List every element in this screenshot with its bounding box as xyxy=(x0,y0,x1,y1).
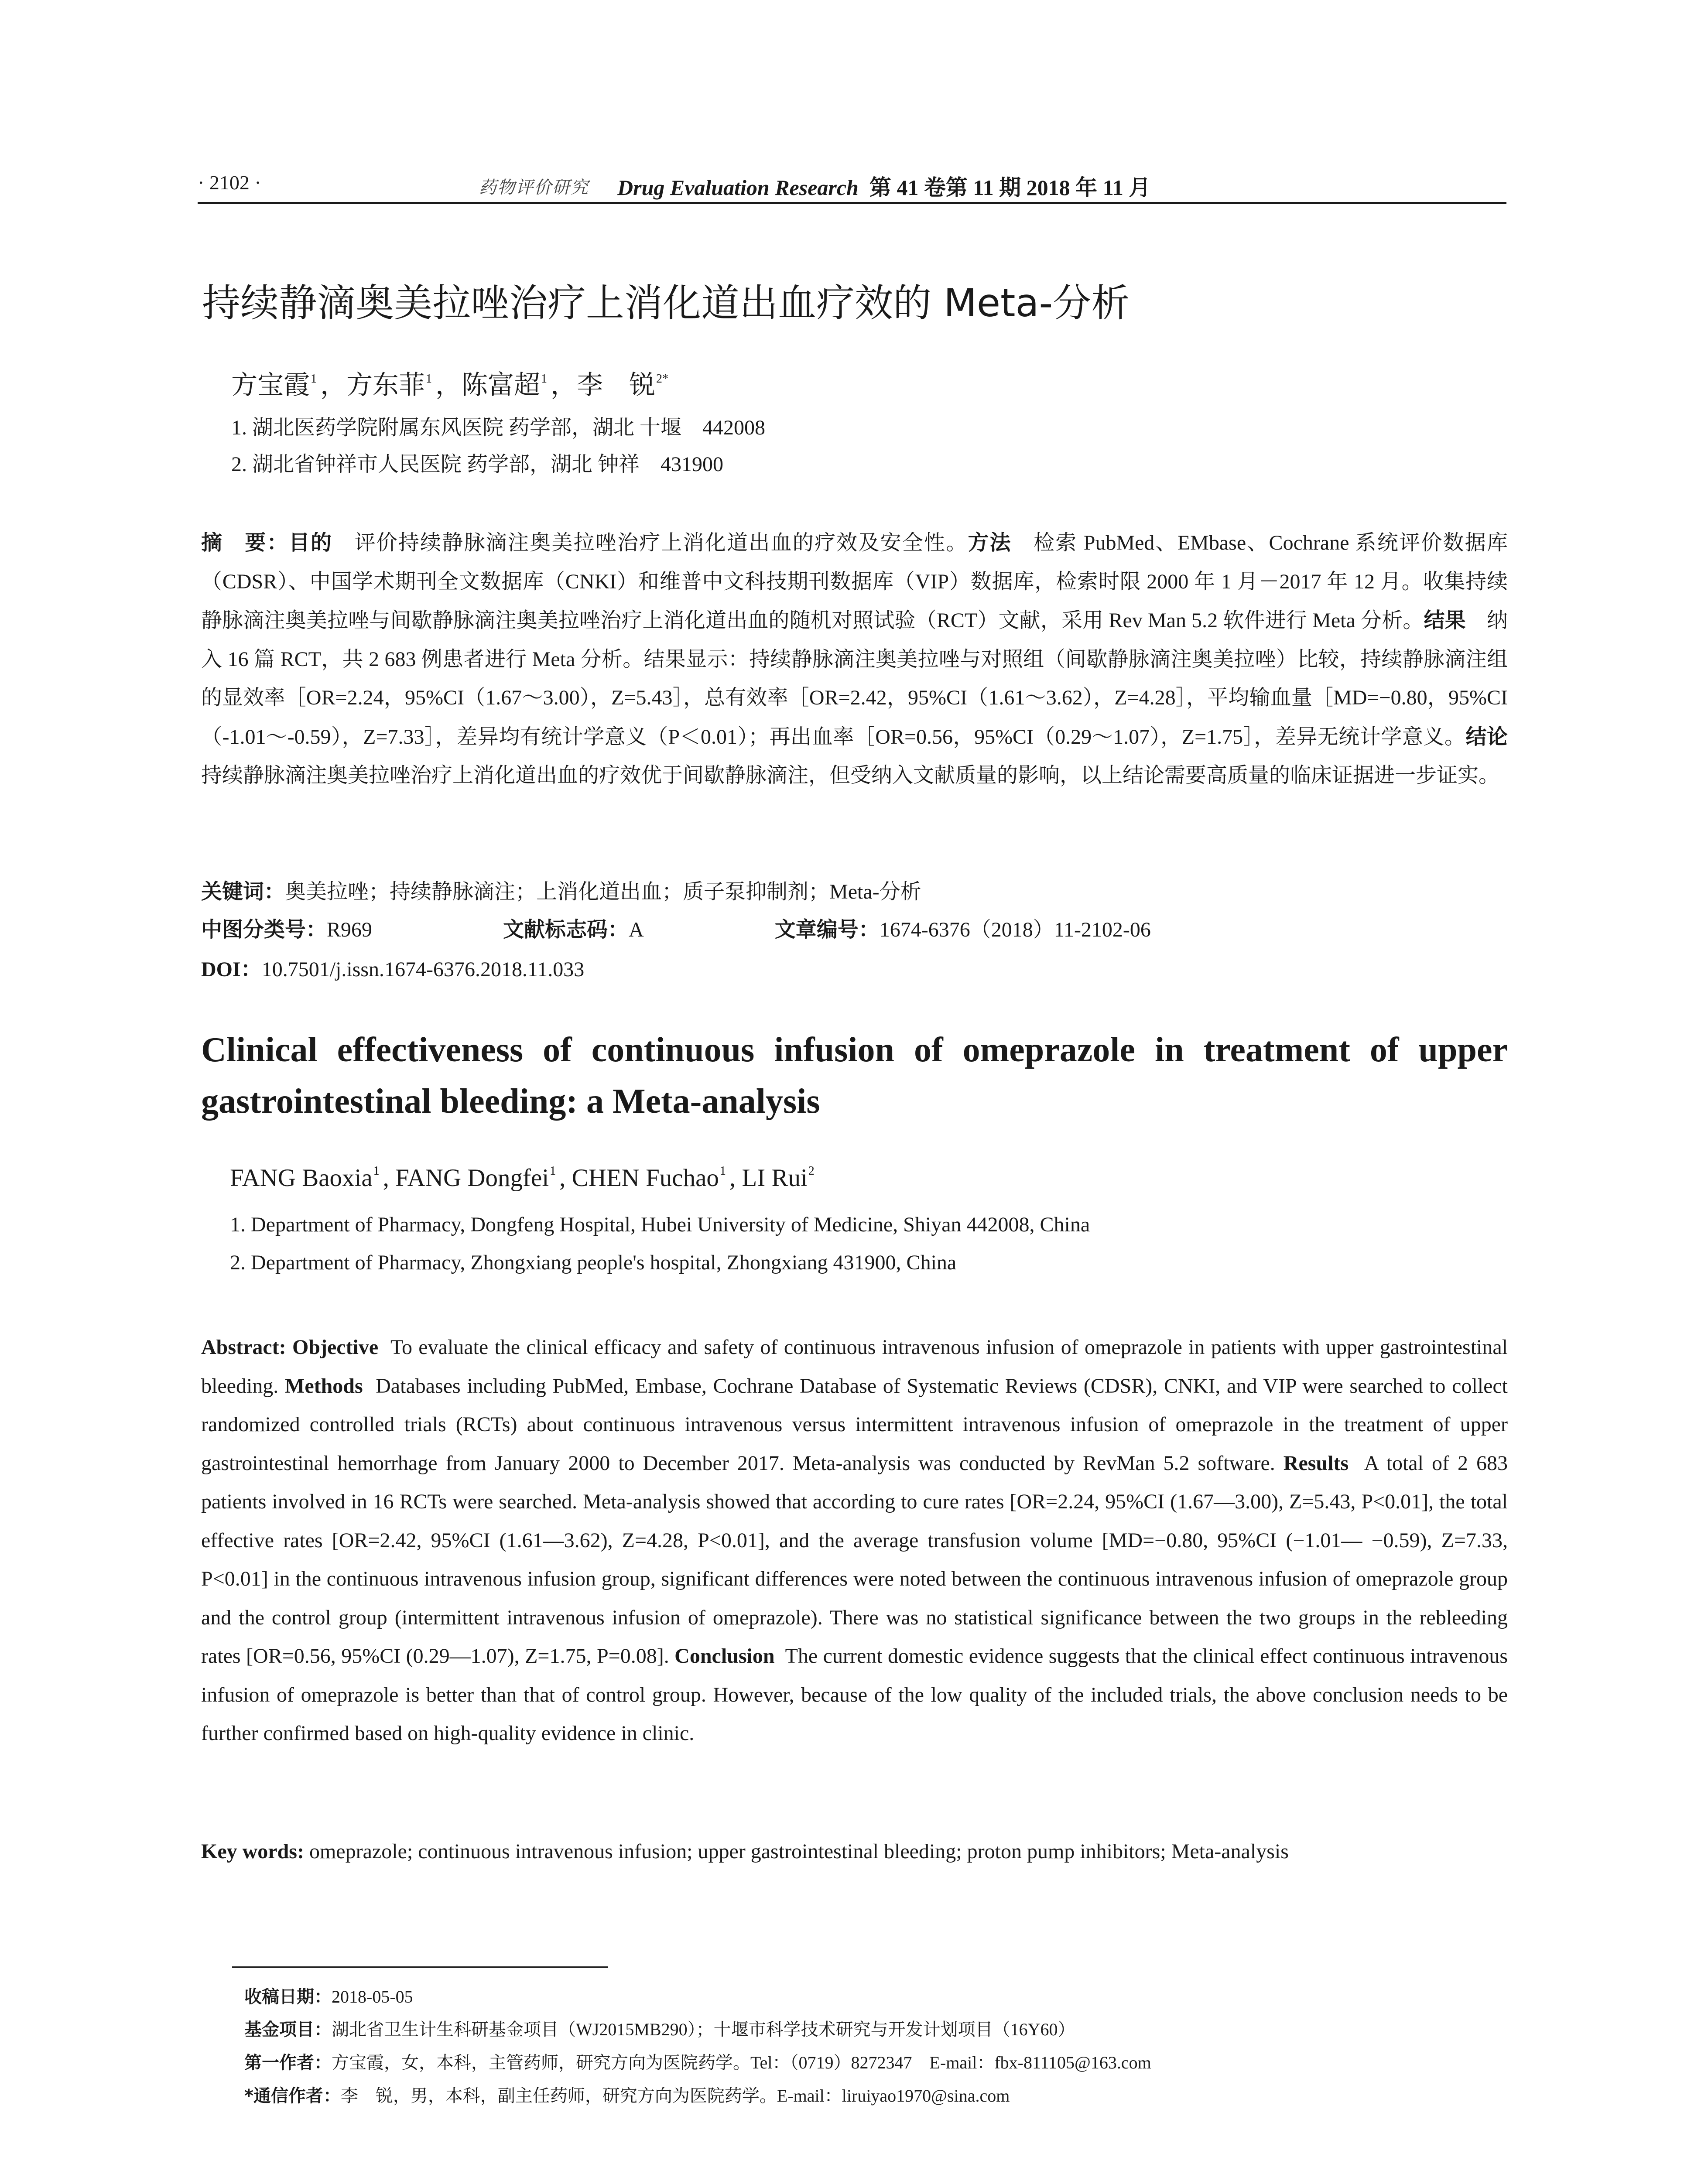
footnote-text: 2018-05-05 xyxy=(332,1987,413,2007)
methods-text: 检索 PubMed、EMbase、Cochrane 系统评价数据库（CDSR）、中国学术期刊全文数据库（CNKI）和维普中文科技期刊数据库（VIP）数据库，检索时限 2000 年 1 月－2017 年 12 月。收集持续静脉滴注奥美拉唑与间歇静脉滴注奥美拉唑治疗上消化道出血的随机对照试验（RCT）文献，采用 Rev Man 5.2 软件进行 Meta 分析。 xyxy=(201,531,1508,632)
results-label: Results xyxy=(1283,1451,1349,1475)
doi-value: 10.7501/j.issn.1674-6376.2018.11.033 xyxy=(261,958,585,981)
author-name: FANG Baoxia xyxy=(230,1164,373,1192)
article-id-value: 1674-6376（2018）11-2102-06 xyxy=(879,918,1151,941)
footnote-text: 湖北省卫生计生科研基金项目（WJ2015MB290）；十堰市科学技术研究与开发计划项目（16Y60） xyxy=(332,2020,1075,2039)
author-affiliation-mark: 1 xyxy=(373,1164,380,1178)
footnote-funding xyxy=(244,2016,1075,2041)
chinese-keywords xyxy=(201,875,921,905)
conclusion-label: Conclusion xyxy=(674,1644,775,1668)
author-name: 方东菲 xyxy=(346,371,425,400)
objective-text: 评价持续静脉滴注奥美拉唑治疗上消化道出血的疗效及安全性。 xyxy=(354,531,968,554)
objective-label: 目的 xyxy=(288,530,333,555)
keywords-label: Key words: xyxy=(201,1840,304,1863)
keywords-text: omeprazole; continuous intravenous infusion; upper gastrointestinal bleeding; proton pump inhibitors; Meta-analysis xyxy=(309,1840,1289,1863)
author-name: CHEN Fuchao xyxy=(572,1164,719,1192)
footnote-text: 方宝霞，女，本科，主管药师，研究方向为医院药学。Tel：（0719）8272347 E-mail：fbx-811105@163.com xyxy=(332,2053,1151,2072)
english-keywords xyxy=(201,1839,1289,1863)
english-affiliation: 1. Department of Pharmacy, Dongfeng Hospital, Hubei University of Medicine, Shiyan 442008, China xyxy=(230,1213,1090,1236)
keywords-text: 奥美拉唑；持续静脉滴注；上消化道出血；质子泵抑制剂；Meta-分析 xyxy=(285,880,921,903)
author-name: FANG Dongfei xyxy=(395,1164,549,1192)
journal-name: Drug Evaluation Research xyxy=(617,175,859,200)
footnote-received xyxy=(244,1983,413,2008)
clc-label: 中图分类号： xyxy=(201,917,327,942)
doc-code-value: A xyxy=(629,918,644,941)
author-affiliation-mark: 2 xyxy=(808,1164,815,1178)
classification-line xyxy=(201,913,1282,943)
article-id-label: 文章编号： xyxy=(774,917,880,942)
methods-text: Databases including PubMed, Embase, Cochrane Database of Systematic Reviews (CDSR), CNKI, and VIP were searched to collect randomized controlled trials (RCTs) about continuous intravenous versus intermittent intravenous infusion of omeprazole in the treatment of upper gastrointestinal hemorrhage from January 2000 to December 2017. Meta-analysis was conducted by RevMan 5.2 software. xyxy=(201,1374,1508,1475)
author-name: 陈富超 xyxy=(462,371,540,400)
author-name: 李 锐 xyxy=(577,371,655,400)
methods-label: Methods xyxy=(285,1374,363,1398)
abstract-label: Abstract: xyxy=(201,1336,286,1359)
header-rule xyxy=(198,202,1506,204)
author-affiliation-mark: 1 xyxy=(541,372,547,386)
footnote-text: 李 锐，男，本科，副主任药师，研究方向为医院药学。E-mail：liruiyao1970@sina.com xyxy=(340,2086,1010,2106)
chinese-title: 持续静滴奥美拉唑治疗上消化道出血疗效的 Meta-分析 xyxy=(202,280,1130,325)
footnote-first-author xyxy=(244,2049,1151,2074)
journal-logo: 药物评价研究 xyxy=(479,178,589,197)
results-label: 结果 xyxy=(1424,608,1466,632)
doc-code-label: 文献标志码： xyxy=(503,917,629,942)
author-affiliation-mark: 1 xyxy=(311,372,317,386)
author-affiliation-mark: 1 xyxy=(550,1164,556,1178)
footnote-label: 基金项目： xyxy=(244,2020,332,2040)
footnote-rule xyxy=(232,1966,608,1968)
english-affiliation: 2. Department of Pharmacy, Zhongxiang people's hospital, Zhongxiang 431900, China xyxy=(230,1251,957,1274)
page-number: · 2102 · xyxy=(198,171,261,194)
english-authors: FANG Baoxia$^1$ , FANG Dongfei$^1$ , CHEN Fuchao$^1$ , LI Rui$^2$ xyxy=(230,1164,815,1192)
chinese-abstract xyxy=(201,523,1508,795)
author-name: 方宝霞 xyxy=(231,371,310,400)
english-title: Clinical effectiveness of continuous infusion of omeprazole in treatment of upper gastrointestinal bleeding: a Meta-analysis xyxy=(201,1031,1508,1121)
conclusion-label: 结论 xyxy=(1465,724,1508,749)
english-abstract xyxy=(201,1328,1508,1753)
keywords-label: 关键词： xyxy=(201,879,285,904)
methods-label: 方法 xyxy=(968,530,1012,555)
results-text: A total of 2 683 patients involved in 16 RCTs were searched. Meta-analysis showed that according to cure rates [OR=2.24, 95%CI (1.67—3.00), Z=5.43, P<0.01], the total effective rates [OR=2.42, 95%CI (1.61—3.62), Z=4.28, P<0.01], and the average transfusion volume [MD=−0.80, 95%CI (−1.01— −0.59), Z=7.33, P<0.01] in the continuous intravenous infusion group, significant differences were noted between the continuous intravenous infusion of omeprazole group and the control group (intermittent intravenous infusion of omeprazole). There was no statistical significance between the two groups in the rebleeding rates [OR=0.56, 95%CI (0.29—1.07), Z=1.75, P=0.08]. xyxy=(201,1451,1508,1668)
journal-issue: 第 41 卷第 11 期 2018 年 11 月 xyxy=(869,175,1151,200)
footnote-label: *通信作者： xyxy=(244,2086,341,2106)
conclusion-text: The current domestic evidence suggests that the clinical effect continuous intravenous infusion of omeprazole is better than that of control group. However, because of the low quality of the included trials, the above conclusion needs to be further confirmed based on high-quality evidence in clinic. xyxy=(201,1644,1508,1745)
footnote-corresponding-author xyxy=(244,2082,1010,2107)
author-affiliation-mark: 1 xyxy=(719,1164,726,1178)
journal-header xyxy=(617,170,1150,202)
doi-label: DOI： xyxy=(201,958,262,981)
clc-value: R969 xyxy=(327,918,373,941)
author-affiliation-mark: 1 xyxy=(426,372,432,386)
conclusion-text: 持续静脉滴注奥美拉唑治疗上消化道出血的疗效优于间歇静脉滴注，但受纳入文献质量的影响，以上结论需要高质量的临床证据进一步证实。 xyxy=(201,764,1500,787)
footnote-label: 收稿日期： xyxy=(244,1987,332,2007)
author-name: LI Rui xyxy=(742,1164,808,1192)
doi-line xyxy=(201,952,584,982)
chinese-affiliation: 1. 湖北医药学院附属东风医院 药学部，湖北 十堰 442008 xyxy=(231,416,766,439)
chinese-affiliation: 2. 湖北省钟祥市人民医院 药学部，湖北 钟祥 431900 xyxy=(231,453,724,476)
chinese-authors: 方宝霞$^1$ ，方东菲$^1$ ，陈富超$^1$ ，李 锐$^{2*}$ xyxy=(231,371,668,400)
results-text: 纳入 16 篇 RCT，共 2 683 例患者进行 Meta 分析。结果显示：持续静脉滴注奥美拉唑与对照组（间歇静脉滴注奥美拉唑）比较，持续静脉滴注组的显效率［OR=2.24，95%CI（1.67～3.00），Z=5.43］，总有效率［OR=2.42，95%CI（1.61～3.62），Z=4.28］，平均输血量［MD=−0.80，95%CI（-1.01～-0.59），Z=7.33］，差异均有统计学意义（P＜0.01）；再出血率［OR=0.56，95%CI（0.29～1.07），Z=1.75］，差异无统计学意义。 xyxy=(201,609,1508,749)
footnote-label: 第一作者： xyxy=(244,2053,332,2073)
objective-label: Objective xyxy=(292,1336,379,1359)
objective-text: To evaluate the clinical efficacy and safety of continuous intravenous infusion of omeprazole in patients with upper gastrointestinal bleeding. xyxy=(201,1336,1508,1398)
author-affiliation-mark: 2* xyxy=(656,372,668,386)
abstract-label: 摘 要： xyxy=(201,530,289,555)
